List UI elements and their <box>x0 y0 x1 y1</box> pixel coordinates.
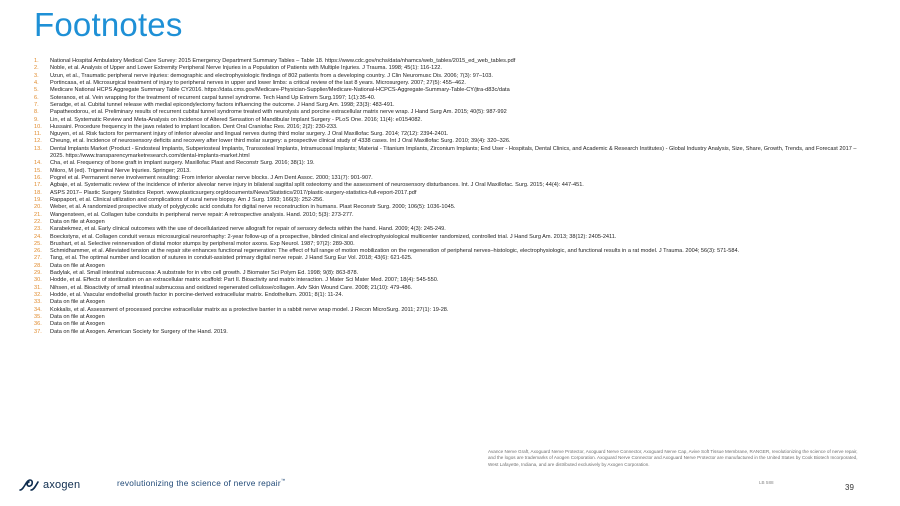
footnote-item <box>34 285 864 292</box>
footnote-number: 21. <box>34 211 42 218</box>
footnote-text: Cheung, et al. Incidence of neurosensory deficits and recovery after lower third molar surgery: a prospective clinical study of 4338 cases. Int J Oral Maxillofac Surg. 2010; 39(4): 320–326. <box>50 138 511 145</box>
footnote-text: Seradge, et al. Cubital tunnel release with medial epicondylectomy factors influencing the outcome. J Hand Surg Am. 1998; 23(3): 483-491. <box>50 101 395 108</box>
footnote-text: Brushart, et al. Selective reinnervation of distal motor stumps by peripheral motor axons. Exp Neurol. 1987; 97(2): 289-300. <box>50 240 355 247</box>
footnote-text: Data on file at Axogen <box>50 321 105 328</box>
footnote-number: 22. <box>34 218 42 225</box>
footnote-item <box>34 182 864 189</box>
footnote-text: National Hospital Ambulatory Medical Care Survey: 2015 Emergency Department Summary Tables – Table 18. https://www.cdc.gov/nchs/data/nhamcs/web_tables/2015_ed_web_tables.pdf <box>50 58 516 64</box>
footnote-number: 27. <box>34 255 42 262</box>
footnote-number: 16. <box>34 175 42 181</box>
footnote-text: Miloro, M (ed). Trigeminal Nerve Injuries. Springer; 2013. <box>50 167 191 174</box>
footnote-item <box>34 58 864 65</box>
footnote-number: 14. <box>34 160 42 167</box>
footnote-text: Uzun, et al., Traumatic peripheral nerve injuries: demographic and electrophysiologic findings of 802 patients from a developing country. J Clin Neuromusc Dis. 2006; 7(3): 97–103. <box>50 72 493 79</box>
footnote-item <box>34 73 864 80</box>
footnote-item <box>34 80 864 87</box>
footnote-text: Data on file at Axogen <box>50 218 105 225</box>
footnote-item <box>34 270 864 277</box>
footnote-text: Data on file at Axogen <box>50 313 105 320</box>
footnote-text: Dental Implants Market (Product - Endosteal Implants, Subperiosteal Implants, Transosteal Implants, Intramucosal Implants; Material - Titanium Implants, Zirconium Implants; End User - Hospitals, Dental Clinics, and Academic & Research Institutes) - Global Industry Analysis, Size, Share, Growth, Trends, and Forecast 2017 – 2025. https://www.transparencymarketresearch.com/dental-implants-market.html <box>50 145 857 160</box>
footnote-item <box>34 175 864 182</box>
footnote-text: Rappaport, et al. Clinical utilization and complications of sural nerve biopsy. Am J Surg. 1993; 166(3): 252-256. <box>50 196 324 203</box>
footnote-text: Hodde, et al. Vascular endothelial growth factor in porcine-derived extracellular matrix. Endothelium. 2001; 8(1): 11-24. <box>50 292 343 298</box>
footnote-number: 37. <box>34 328 42 335</box>
footnote-number: 18. <box>34 189 42 196</box>
footnote-number: 20. <box>34 204 42 211</box>
footnote-text: Medicare National HCPS Aggregate Summary Table CY2016. https://data.cms.gov/Medicare-Physician-Supplier/Medicare-National-HCPCS-Aggregate-Summary-Table-CY/jtra-d83c/data <box>50 87 510 94</box>
footnote-item <box>34 117 864 124</box>
footnote-item <box>34 95 864 102</box>
axogen-swirl-icon <box>18 477 40 493</box>
footnote-text: Portincasa, et al. Microsurgical treatment of injury to peripheral nerves in upper and lower limbs: a critical review of the last 8 years. Microsurgery. 2007; 27(5): 455–462. <box>50 79 466 86</box>
footnote-number: 8. <box>34 109 39 116</box>
footnote-number: 36. <box>34 321 42 328</box>
footnote-number: 3. <box>34 72 39 79</box>
footnote-text: Boeckstyns, et al. Collagen conduit versus microsurgical neurorrhaphy: 2-year follow-up of a prospective, blinded clinical and electrophysiological multicenter randomized, controlled trial. J Hand Surg Am. 2013; 38(12): 2405-2411. <box>50 233 617 240</box>
tagline-text: revolutionizing the science of nerve repair <box>117 478 281 488</box>
footnote-number: 9. <box>34 116 39 123</box>
footnote-text: Hodde, et al. Effects of sterilization on an extracellular matrix scaffold: Part II. Bioactivity and matrix interaction. J Mater Sci Mater Med. 2007; 18(4): 545-550. <box>50 277 439 284</box>
footnote-text: Nihsen, et al. Bioactivity of small intestinal submucosa and oxidized regenerated cellulose/collagen. Adv Skin Wound Care. 2008; 21(10): 479-486. <box>50 284 413 291</box>
footnote-number: 25. <box>34 240 42 247</box>
footnote-text: Karabekmez, et al. Early clinical outcomes with the use of decellularized nerve allograft for repair of sensory defects within the hand. Hand. 2009; 4(3): 245-249. <box>50 226 446 233</box>
footnote-number: 30. <box>34 277 42 284</box>
footnote-number: 1. <box>34 58 39 64</box>
footnote-number: 5. <box>34 87 39 94</box>
footnote-number: 32. <box>34 292 42 298</box>
footnote-text: Nguyen, et al. Risk factors for permanent injury of inferior alveolar and lingual nerves during third molar surgery. J Oral Maxillofac Surg. 2014; 72(12): 2394-2401. <box>50 131 449 138</box>
footnote-item <box>34 102 864 109</box>
footnote-number: 26. <box>34 248 42 255</box>
footnote-item <box>34 329 864 336</box>
footnote-item <box>34 292 864 299</box>
footnote-item <box>34 168 864 175</box>
footnote-item <box>34 307 864 314</box>
footnote-item <box>34 204 864 211</box>
footnote-number: 13. <box>34 145 42 152</box>
footnote-item <box>34 65 864 72</box>
footnote-item <box>34 212 864 219</box>
document-id: LB 588 <box>759 480 774 485</box>
footnote-text: Badylak, et al. Small intestinal submucosa: A substrate for in vitro cell growth. J Biomater Sci Polym Ed. 1998; 9(8): 863-878. <box>50 270 359 277</box>
footnote-number: 7. <box>34 101 39 108</box>
page-number: 39 <box>845 483 854 492</box>
footnote-number: 31. <box>34 284 42 291</box>
footnote-text: Data on file at Axogen <box>50 262 105 269</box>
footnote-item <box>34 299 864 306</box>
footnote-item <box>34 138 864 145</box>
footnote-number: 33. <box>34 299 42 306</box>
footnote-text: Agbaje, et al. Systematic review of the incidence of inferior alveolar nerve injury in bilateral sagittal split osteotomy and the assessment of neurosensory disturbances. Int. J Oral Maxillofac. Surg. 2015; 44(4): 447-451. <box>50 182 584 189</box>
footnote-text: Wangensteen, et al. Collagen tube conduits in peripheral nerve repair: A retrospective analysis. Hand. 2010; 5(3): 273-277. <box>50 211 354 218</box>
page-title: Footnotes <box>34 6 183 43</box>
tagline <box>117 478 286 488</box>
footnote-item <box>34 219 864 226</box>
footnote-number: 29. <box>34 270 42 277</box>
footnote-number: 34. <box>34 306 42 313</box>
footnote-item <box>34 124 864 131</box>
footnote-item <box>34 321 864 328</box>
footnote-text: Data on file at Axogen. American Society for Surgery of the Hand. 2019. <box>50 328 228 335</box>
footnote-number: 6. <box>34 94 39 101</box>
trademark-mark: ™ <box>280 478 286 483</box>
footnote-number: 24. <box>34 233 42 240</box>
trademark-disclaimer: Avance Nerve Graft, Axoguard Nerve Protector, Axoguard Nerve Connector, Axoguard Nerve Cap, Avive Soft Tissue Membrane, RANGER, revolutionizing the science of nerve repair, and the logos are trademarks of Axogen Corporation. Axoguard Nerve Connector and Axoguard Nerve Protector are manufactured in the United States by Cook Biotech Incorporated, West Lafayette, Indiana, and are distributed exclusively by Axogen Corporation. <box>488 449 858 467</box>
footnote-number: 10. <box>34 123 42 130</box>
footnote-text: Hussaini. Procedure frequency in the jaws related to implant location. Dent Oral Craniofac Res. 2016; 2(2): 230-233. <box>50 123 338 130</box>
footnote-item <box>34 255 864 262</box>
footnote-number: 23. <box>34 226 42 233</box>
footnote-item <box>34 234 864 241</box>
footnote-item <box>34 160 864 167</box>
footnote-number: 19. <box>34 196 42 203</box>
footnote-text: Pogrel et al. Permanent nerve involvement resulting: From inferior alveolar nerve blocks. J Am Dent Assoc. 2000; 131(7): 901-907. <box>50 175 373 181</box>
footnote-item <box>34 197 864 204</box>
footnote-item <box>34 263 864 270</box>
footnote-item <box>34 241 864 248</box>
footnote-text: ASPS 2017– Plastic Surgery Statistics Report. www.plasticsurgery.org/documents/News/Statistics/2017/plastic-surgery-statistics-full-report-2017.pdf <box>50 189 417 196</box>
footnote-item <box>34 226 864 233</box>
footnote-item <box>34 190 864 197</box>
footnote-text: Kokkalis, et al. Assessment of processed porcine extracellular matrix as a protective barrier in a rabbit nerve wrap model. J Recon MicroSurg. 2011; 27(1): 19-28. <box>50 306 449 313</box>
footnote-text: Soteranos, et al. Vein wrapping for the treatment of recurrent carpal tunnel syndrome. Tech Hand Up Extrem Surg.1997; 1(1):35-40. <box>50 94 376 101</box>
footnote-number: 35. <box>34 313 42 320</box>
brand-logo <box>18 477 80 493</box>
footnote-number: 17. <box>34 182 42 189</box>
footnote-number: 2. <box>34 65 39 72</box>
footnote-item <box>34 277 864 284</box>
footnote-number: 15. <box>34 167 42 174</box>
footnotes-list <box>34 58 864 336</box>
brand-name: axogen <box>43 479 81 491</box>
footnote-text: Cha, et al. Frequency of bone graft in implant surgery. Maxillofac Plast and Reconstr Surg. 2016; 38(1): 19. <box>50 160 315 167</box>
footnote-item <box>34 248 864 255</box>
footnote-text: Data on file at Axogen <box>50 299 105 306</box>
footnote-item <box>34 109 864 116</box>
footnote-number: 11. <box>34 131 42 138</box>
footnote-item <box>34 146 864 161</box>
footnote-text: Lin, et al. Systematic Review and Meta-Analysis on Incidence of Altered Sensation of Mandibular Implant Surgery - PLoS One. 2016; 11(4): e0154082. <box>50 116 423 123</box>
footnote-number: 28. <box>34 262 42 269</box>
footnote-text: Papatheodorou, et al. Preliminary results of recurrent cubital tunnel syndrome treated with neurolysis and porcine extracellular matrix nerve wrap. J Hand Surg Am. 2015; 40(5): 987-992 <box>50 109 507 116</box>
footnote-text: Noble, et al. Analysis of Upper and Lower Extremity Peripheral Nerve Injuries in a Population of Patients with Multiple Injuries. J Trauma. 1998; 45(1): 116-122. <box>50 65 442 72</box>
footnote-number: 12. <box>34 138 42 145</box>
footnote-item <box>34 87 864 94</box>
footnote-item <box>34 314 864 321</box>
footnote-number: 4. <box>34 79 39 86</box>
footnote-text: Weber, et al. A randomized prospective study of polyglycolic acid conduits for digital nerve reconstruction in humans. Plast Reconstr Surg. 2000; 106(5): 1036-1045. <box>50 204 456 211</box>
footnote-text: Schmidhammer, et al. Alleviated tension at the repair site enhances functional regeneration: The effect of full range of motion mobilization on the regeneration of peripheral nerves–histologic, electrophysiologic, and functional results in a rat model. J Trauma. 2004; 56(3): 571-584. <box>50 248 740 255</box>
footnote-item <box>34 131 864 138</box>
footnote-text: Tang, et al. The optimal number and location of sutures in conduit-assisted primary digital nerve repair. J Hand Surg Eur Vol. 2018; 43(6): 621-625. <box>50 255 413 262</box>
